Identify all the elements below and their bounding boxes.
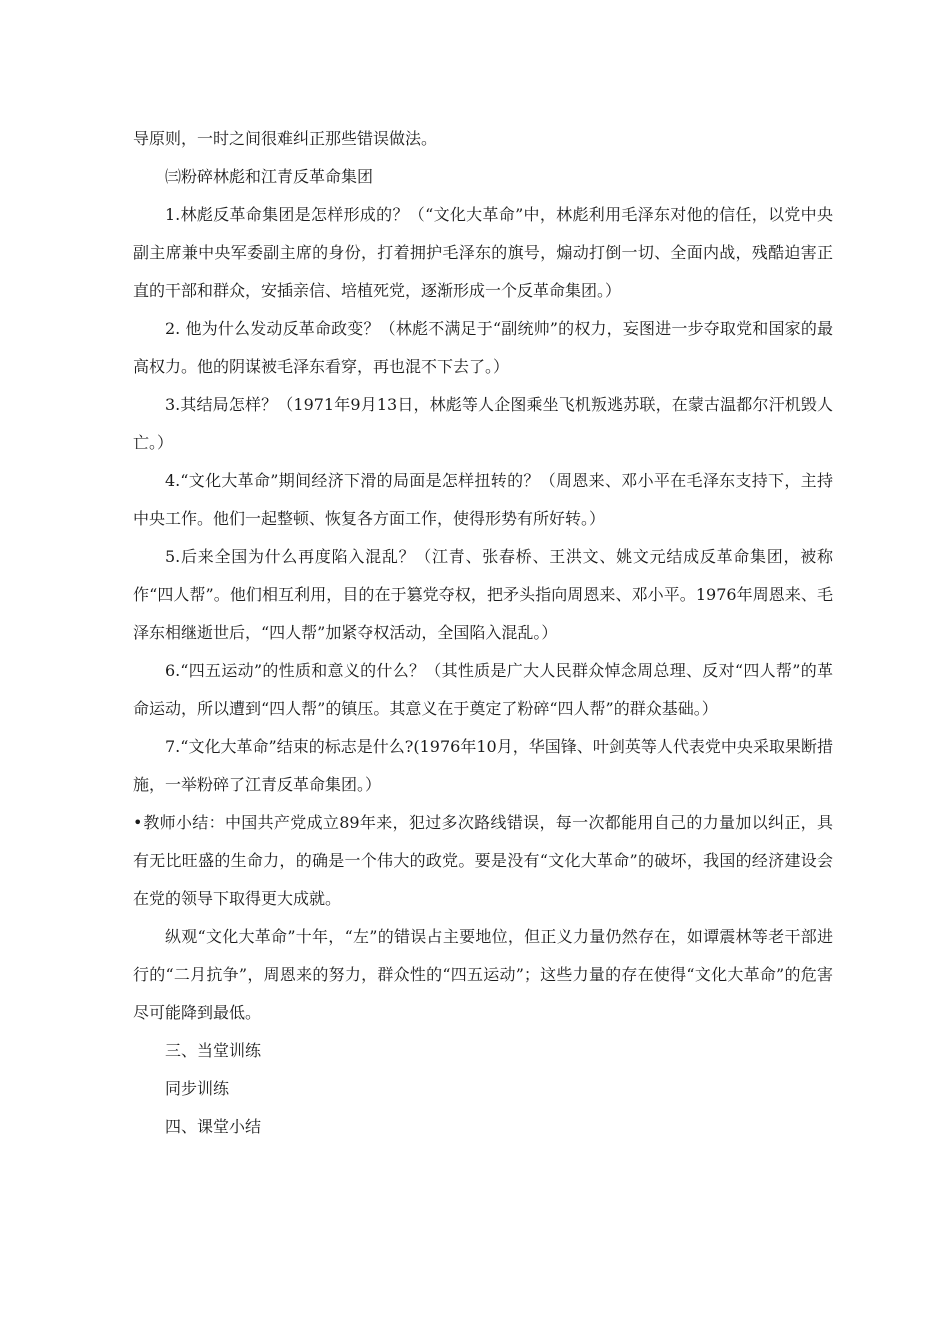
- question-5: 5.后来全国为什么再度陷入混乱？（江青、张春桥、王洪文、姚文元结成反革命集团，被称作“四人帮”。他们相互利用，目的在于篡党夺权，把矛头指向周恩来、邓小平。1976年周恩来、毛泽东相继逝世后，“四人帮”加紧夺权活动，全国陷入混乱。）: [133, 547, 833, 642]
- question-1: 1.林彪反革命集团是怎样形成的？（“文化大革命”中，林彪利用毛泽东对他的信任，以党中央副主席兼中央军委副主席的身份，打着拥护毛泽东的旗号，煽动打倒一切、全面内战，残酷迫害正直的干部和群众，安插亲信、培植死党，逐渐形成一个反革命集团。）: [133, 205, 833, 300]
- section-heading-classroom-training: 三、当堂训练: [165, 1041, 262, 1060]
- sync-training: 同步训练: [165, 1079, 230, 1098]
- question-6: 6.“四五运动”的性质和意义的什么？（其性质是广大人民群众悼念周总理、反对“四人帮”的革命运动，所以遭到“四人帮”的镇压。其意义在于奠定了粉碎“四人帮”的群众基础。）: [133, 661, 833, 718]
- paragraph-guiding-principle: 导原则，一时之间很难纠正那些错误做法。: [133, 129, 438, 148]
- teacher-summary: [133, 804, 833, 918]
- teacher-summary-text: 教师小结：中国共产党成立89年来，犯过多次路线错误，每一次都能用自己的力量加以纠正，具有无比旺盛的生命力，的确是一个伟大的政党。要是没有“文化大革命”的破坏，我国的经济建设会在党的领导下取得更大成就。: [133, 813, 833, 908]
- question-7: 7.“文化大革命”结束的标志是什么?(1976年10月，华国锋、叶剑英等人代表党中央采取果断措施，一举粉碎了江青反革命集团。）: [133, 737, 833, 794]
- question-3: 3.其结局怎样？（1971年9月13日，林彪等人企图乘坐飞机叛逃苏联，在蒙古温都尔汗机毁人亡。）: [133, 395, 833, 452]
- overview-paragraph: 纵观“文化大革命”十年，“左”的错误占主要地位，但正义力量仍然存在，如谭震林等老干部进行的“二月抗争”，周恩来的努力，群众性的“四五运动”；这些力量的存在使得“文化大革命”的危害尽可能降到最低。: [133, 927, 833, 1022]
- question-2: 2. 他为什么发动反革命政变？（林彪不满足于“副统帅”的权力，妄图进一步夺取党和国家的最高权力。他的阴谋被毛泽东看穿，再也混不下去了。）: [133, 319, 833, 376]
- section-heading-smash-groups: ㈢粉碎林彪和江青反革命集团: [165, 167, 374, 186]
- question-4: 4.“文化大革命”期间经济下滑的局面是怎样扭转的？（周恩来、邓小平在毛泽东支持下，主持中央工作。他们一起整顿、恢复各方面工作，使得形势有所好转。）: [133, 471, 833, 528]
- bullet-icon: •: [133, 813, 143, 832]
- section-heading-class-summary: 四、课堂小结: [165, 1117, 262, 1136]
- document-body: [133, 120, 833, 1146]
